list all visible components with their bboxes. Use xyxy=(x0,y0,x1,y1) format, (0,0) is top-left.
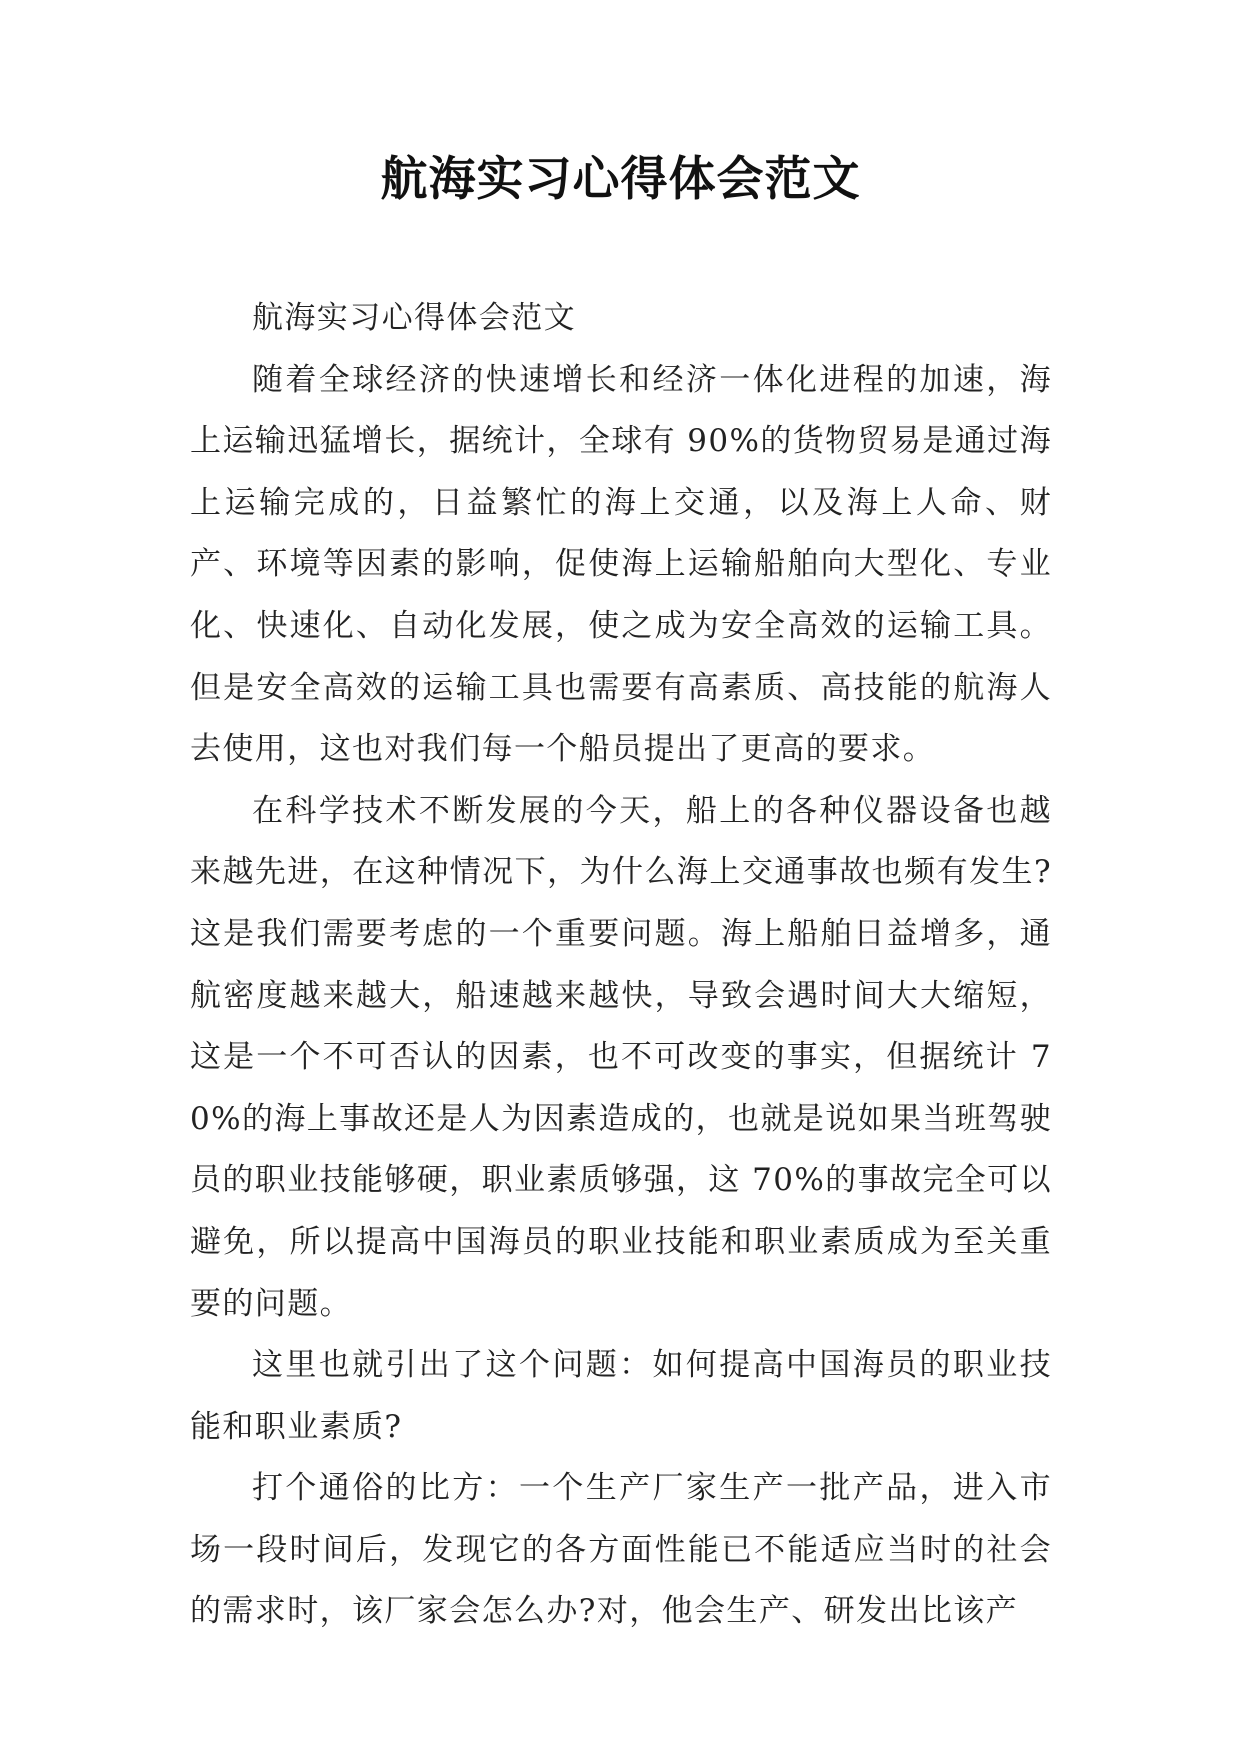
paragraph-1: 随着全球经济的快速增长和经济一体化进程的加速，海上运输迅猛增长，据统计，全球有 90%的货物贸易是通过海上运输完成的，日益繁忙的海上交通，以及海上人命、财产、环境等因素的影响，促使海上运输船舶向大型化、专业化、快速化、自动化发展，使之成为安全高效的运输工具。但是安全高效的运输工具也需要有高素质、高技能的航海人去使用，这也对我们每一个船员提出了更高的要求。 xyxy=(190,361,1052,768)
paragraph-subtitle: 航海实习心得体会范文 xyxy=(252,300,576,336)
document-title: 航海实习心得体会范文 xyxy=(380,152,861,207)
document-body xyxy=(190,288,1052,1643)
paragraph-3: 这里也就引出了这个问题：如何提高中国海员的职业技能和职业素质? xyxy=(190,1347,1052,1445)
paragraph-4: 打个通俗的比方：一个生产厂家生产一批产品，进入市场一段时间后，发现它的各方面性能已不能适应当时的社会的需求时，该厂家会怎么办?对，他会生产、研发出比该产 xyxy=(190,1470,1052,1630)
paragraph-2: 在科学技术不断发展的今天，船上的各种仪器设备也越来越先进，在这种情况下，为什么海上交通事故也频有发生?这是我们需要考虑的一个重要问题。海上船舶日益增多，通航密度越来越大，船速越来越快，导致会遇时间大大缩短，这是一个不可否认的因素，也不可改变的事实，但据统计 70%的海上事故还是人为因素造成的，也就是说如果当班驾驶员的职业技能够硬，职业素质够强，这 70%的事故完全可以避免，所以提高中国海员的职业技能和职业素质成为至关重要的问题。 xyxy=(190,792,1052,1322)
